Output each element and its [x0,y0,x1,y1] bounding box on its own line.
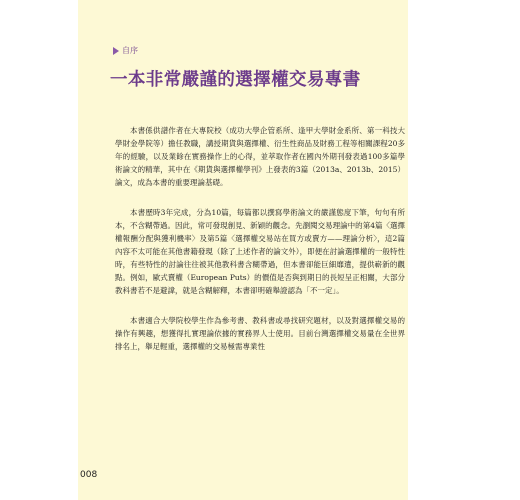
page-title: 一本非常嚴謹的選擇權交易專書 [110,70,361,90]
paragraph-3: 本書適合大學院校學生作為參考書、教科書或尋找研究題材，以及對選擇權交易的操作有興趣，想獲得扎實理論依據的實務界人士使用。目前台灣選擇權交易量在全世界排名上，舉足輕重，選擇權的交易極需專業性 [115,316,405,351]
section-label: 自序 [122,46,138,55]
paragraph-1: 本書係供譜作者在大專院校（成功大學企管系所、逢甲大學財金系所、第一科技大學財金學院等）擔任教職，講授期貨與選擇權、衍生性商品及財務工程等相關課程20多年的經驗，以及業餘在實務操作上的心得，並萃取作者在國內外期刊發表過100多篇學術論文的精華，其中在《期貨與選擇權學刊》上發表的3篇（2013a、2013b、2015）論文，成為本書的重要理論基礎。 [115,126,405,187]
page-number: 008 [80,470,98,480]
paragraph-2: 本書歷時3年完成，分為10篇，每篇都以撰寫學術論文的嚴謹態度下筆，句句有所本，不含糊帶過。因此，常可發現創見、新穎的觀念。先瀏閱交易理論中的第4篇〈選擇權報酬分配與獲利機率〉及第5篇〈選擇權交易站在買方或賣方——理論分析〉，這2篇內容不太可能在其他書籍發現（除了上述作者的論文外），即便在討論選擇權的一般特性時，有些特性的討論往往被其他教科書含糊帶過，但本書卻能巨細靡遺，提供嶄新的觀點。例如，歐式賣權（European Puts）的價值是否與到期日的長短呈正相關，大部分教科書若不是避諱，就是含糊解釋，本書卻明確舉證認為「不一定」。 [115,208,405,295]
body-text [115,124,405,370]
section-marker [113,45,138,56]
triangle-bullet-icon [113,47,119,55]
